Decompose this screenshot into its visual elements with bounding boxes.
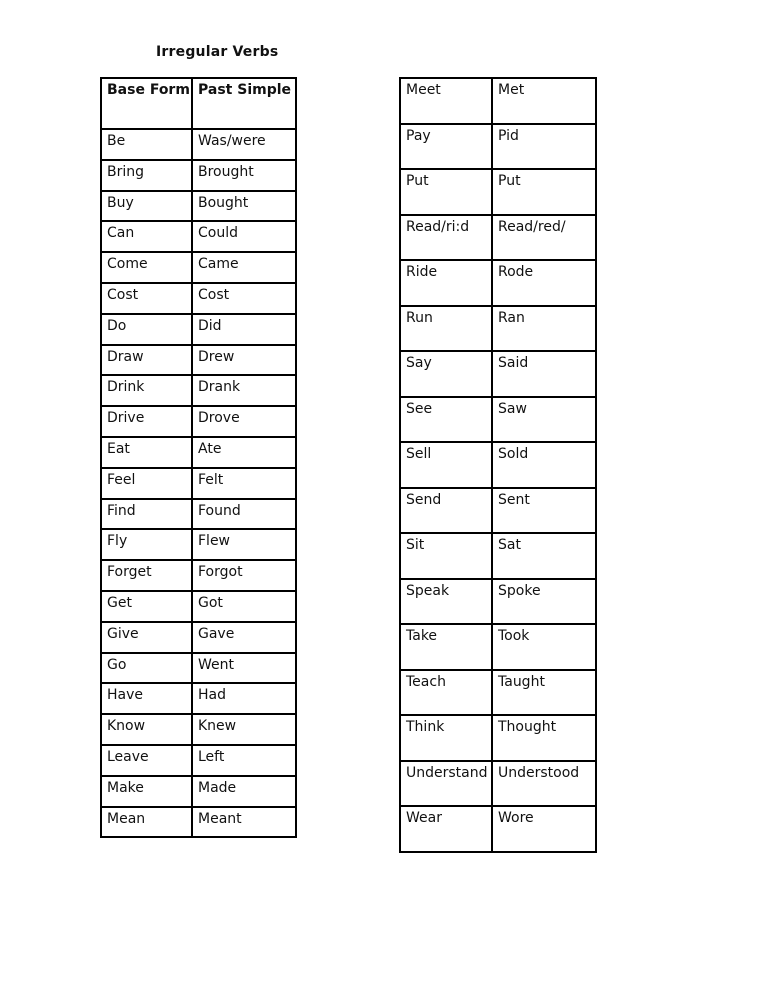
past-simple-cell: Ate xyxy=(192,437,296,468)
table-row xyxy=(400,442,596,488)
table-row xyxy=(101,683,296,714)
table-row xyxy=(400,351,596,397)
table-row xyxy=(101,252,296,283)
base-form-cell: See xyxy=(400,397,492,443)
past-simple-cell: Made xyxy=(192,776,296,807)
base-form-cell: Forget xyxy=(101,560,192,591)
table-row xyxy=(101,375,296,406)
past-simple-cell: Drank xyxy=(192,375,296,406)
table-row xyxy=(101,776,296,807)
base-form-cell: Know xyxy=(101,714,192,745)
table-row xyxy=(400,715,596,761)
verbs-table-left xyxy=(100,77,297,838)
table-row xyxy=(400,533,596,579)
past-simple-cell: Felt xyxy=(192,468,296,499)
past-simple-cell: Flew xyxy=(192,529,296,560)
base-form-cell: Take xyxy=(400,624,492,670)
past-simple-cell: Rode xyxy=(492,260,596,306)
past-simple-cell: Saw xyxy=(492,397,596,443)
past-simple-cell: Did xyxy=(192,314,296,345)
table-row xyxy=(101,591,296,622)
past-simple-cell: Ran xyxy=(492,306,596,352)
base-form-cell: Run xyxy=(400,306,492,352)
base-form-cell: Meet xyxy=(400,78,492,124)
past-simple-cell: Could xyxy=(192,221,296,252)
header-past-simple: Past Simple xyxy=(192,78,296,129)
base-form-cell: Read/ri:d xyxy=(400,215,492,261)
base-form-cell: Find xyxy=(101,499,192,530)
table-header-row xyxy=(101,78,296,129)
table-row xyxy=(101,807,296,838)
past-simple-cell: Brought xyxy=(192,160,296,191)
base-form-cell: Wear xyxy=(400,806,492,852)
past-simple-cell: Read/red/ xyxy=(492,215,596,261)
base-form-cell: Make xyxy=(101,776,192,807)
base-form-cell: Sell xyxy=(400,442,492,488)
table-row xyxy=(400,806,596,852)
base-form-cell: Give xyxy=(101,622,192,653)
past-simple-cell: Said xyxy=(492,351,596,397)
base-form-cell: Put xyxy=(400,169,492,215)
past-simple-cell: Understood xyxy=(492,761,596,807)
base-form-cell: Drink xyxy=(101,375,192,406)
verbs-table-left-body xyxy=(101,78,296,837)
table-row xyxy=(400,761,596,807)
table-row xyxy=(101,129,296,160)
table-row xyxy=(101,560,296,591)
table-row xyxy=(101,468,296,499)
base-form-cell: Buy xyxy=(101,191,192,222)
verbs-table-right xyxy=(399,77,597,853)
base-form-cell: Pay xyxy=(400,124,492,170)
past-simple-cell: Taught xyxy=(492,670,596,716)
past-simple-cell: Knew xyxy=(192,714,296,745)
past-simple-cell: Sold xyxy=(492,442,596,488)
table-row xyxy=(400,78,596,124)
past-simple-cell: Put xyxy=(492,169,596,215)
table-row xyxy=(400,260,596,306)
base-form-cell: Leave xyxy=(101,745,192,776)
base-form-cell: Understand xyxy=(400,761,492,807)
past-simple-cell: Drew xyxy=(192,345,296,376)
table-row xyxy=(400,215,596,261)
table-row xyxy=(400,579,596,625)
table-row xyxy=(400,306,596,352)
base-form-cell: Fly xyxy=(101,529,192,560)
table-row xyxy=(101,406,296,437)
past-simple-cell: Meant xyxy=(192,807,296,838)
past-simple-cell: Spoke xyxy=(492,579,596,625)
base-form-cell: Go xyxy=(101,653,192,684)
base-form-cell: Come xyxy=(101,252,192,283)
past-simple-cell: Found xyxy=(192,499,296,530)
base-form-cell: Drive xyxy=(101,406,192,437)
base-form-cell: Have xyxy=(101,683,192,714)
table-row xyxy=(101,314,296,345)
base-form-cell: Ride xyxy=(400,260,492,306)
base-form-cell: Can xyxy=(101,221,192,252)
past-simple-cell: Drove xyxy=(192,406,296,437)
base-form-cell: Think xyxy=(400,715,492,761)
past-simple-cell: Cost xyxy=(192,283,296,314)
table-row xyxy=(101,499,296,530)
base-form-cell: Mean xyxy=(101,807,192,838)
table-row xyxy=(101,714,296,745)
past-simple-cell: Got xyxy=(192,591,296,622)
table-row xyxy=(101,622,296,653)
base-form-cell: Do xyxy=(101,314,192,345)
page-title: Irregular Verbs xyxy=(156,44,279,60)
past-simple-cell: Left xyxy=(192,745,296,776)
base-form-cell: Say xyxy=(400,351,492,397)
base-form-cell: Cost xyxy=(101,283,192,314)
past-simple-cell: Thought xyxy=(492,715,596,761)
table-row xyxy=(101,437,296,468)
past-simple-cell: Pid xyxy=(492,124,596,170)
past-simple-cell: Sent xyxy=(492,488,596,534)
past-simple-cell: Was/were xyxy=(192,129,296,160)
verbs-table-right-body xyxy=(400,78,596,852)
past-simple-cell: Bought xyxy=(192,191,296,222)
past-simple-cell: Took xyxy=(492,624,596,670)
table-row xyxy=(400,624,596,670)
table-row xyxy=(101,529,296,560)
table-row xyxy=(400,169,596,215)
base-form-cell: Feel xyxy=(101,468,192,499)
base-form-cell: Send xyxy=(400,488,492,534)
header-base-form: Base Form xyxy=(101,78,192,129)
past-simple-cell: Forgot xyxy=(192,560,296,591)
table-row xyxy=(400,397,596,443)
table-row xyxy=(101,745,296,776)
past-simple-cell: Had xyxy=(192,683,296,714)
table-row xyxy=(101,653,296,684)
table-row xyxy=(101,283,296,314)
past-simple-cell: Met xyxy=(492,78,596,124)
past-simple-cell: Came xyxy=(192,252,296,283)
past-simple-cell: Wore xyxy=(492,806,596,852)
table-row xyxy=(101,160,296,191)
base-form-cell: Be xyxy=(101,129,192,160)
table-row xyxy=(400,488,596,534)
past-simple-cell: Gave xyxy=(192,622,296,653)
table-row xyxy=(400,670,596,716)
past-simple-cell: Went xyxy=(192,653,296,684)
base-form-cell: Eat xyxy=(101,437,192,468)
base-form-cell: Sit xyxy=(400,533,492,579)
table-row xyxy=(101,345,296,376)
base-form-cell: Speak xyxy=(400,579,492,625)
table-row xyxy=(101,221,296,252)
table-row xyxy=(101,191,296,222)
table-row xyxy=(400,124,596,170)
past-simple-cell: Sat xyxy=(492,533,596,579)
base-form-cell: Bring xyxy=(101,160,192,191)
base-form-cell: Get xyxy=(101,591,192,622)
base-form-cell: Teach xyxy=(400,670,492,716)
base-form-cell: Draw xyxy=(101,345,192,376)
